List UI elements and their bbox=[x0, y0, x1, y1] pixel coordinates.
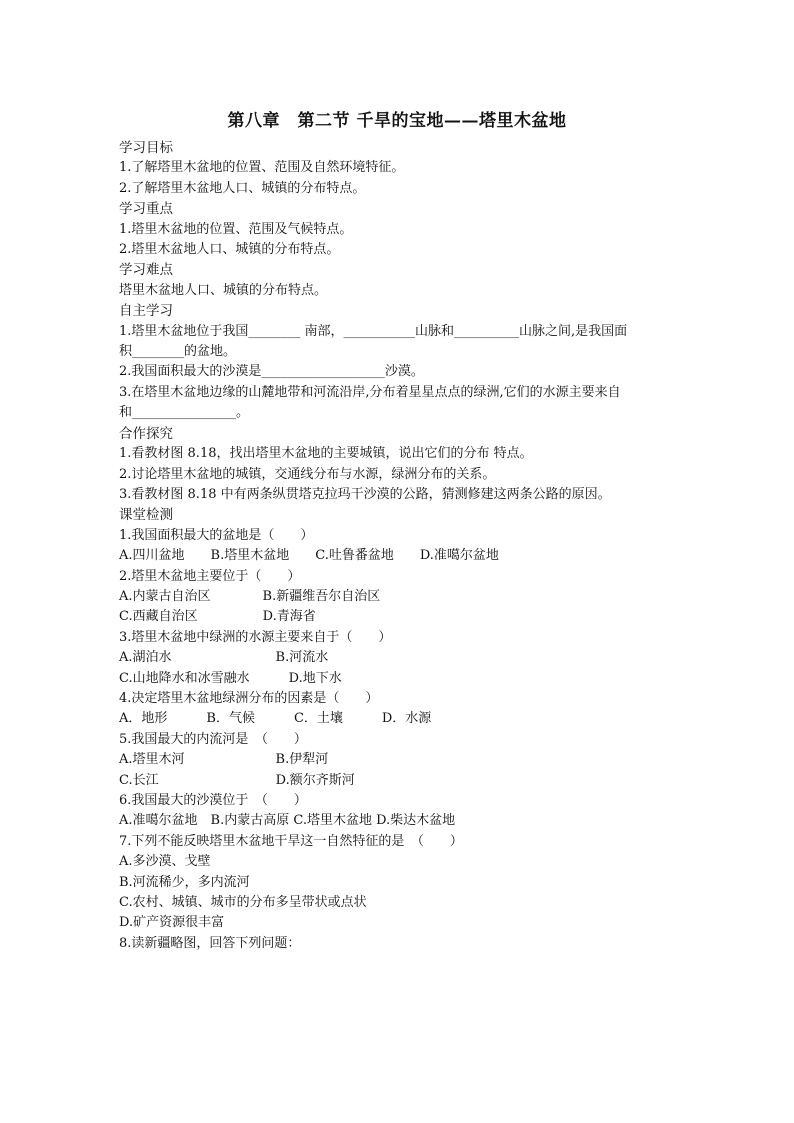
text-line: 塔里木盆地人口、城镇的分布特点。 bbox=[119, 282, 328, 298]
text-line: A.内蒙古自治区 B.新疆维吾尔自治区 bbox=[119, 588, 381, 604]
text-line: C.长江 D.额尔齐斯河 bbox=[119, 772, 355, 788]
text-line: 2.讨论塔里木盆地的城镇，交通线分布与水源，绿洲分布的关系。 bbox=[119, 466, 496, 482]
section-heading: 学习重点 bbox=[119, 201, 173, 218]
text-line: A.准噶尔盆地 B.内蒙古高原 C.塔里木盆地 D.柴达木盆地 bbox=[119, 813, 456, 829]
section-heading: 学习难点 bbox=[119, 262, 173, 279]
text-line: 2.我国面积最大的沙漠是___________________沙漠。 bbox=[119, 364, 424, 380]
text-line: D.矿产资源很丰富 bbox=[119, 915, 225, 931]
text-line: A.塔里木河 B.伊犁河 bbox=[119, 752, 329, 768]
text-line: 3.在塔里木盆地边缘的山麓地带和河流沿岸,分布着星星点点的绿洲,它们的水源主要来自 bbox=[119, 384, 621, 400]
text-line: 积________的盆地。 bbox=[119, 344, 237, 360]
text-line: 7.下列不能反映塔里木盆地干旱这一自然特征的是 （ ） bbox=[119, 833, 463, 849]
text-line: A.湖泊水 B.河流水 bbox=[119, 650, 329, 666]
text-line: 1.了解塔里木盆地的位置、范围及自然环境特征。 bbox=[119, 160, 405, 176]
text-line: 2.塔里木盆地主要位于（ ） bbox=[119, 568, 301, 584]
text-line: 1.我国面积最大的盆地是（ ） bbox=[119, 527, 314, 543]
text-line: 2.塔里木盆地人口、城镇的分布特点。 bbox=[119, 242, 340, 258]
text-line: A.多沙漠、戈壁 bbox=[119, 854, 211, 870]
text-line: B.河流稀少，多内流河 bbox=[119, 874, 250, 890]
section-heading: 自主学习 bbox=[119, 303, 173, 320]
section-heading: 课堂检测 bbox=[119, 507, 173, 524]
text-line: 5.我国最大的内流河是 （ ） bbox=[119, 731, 307, 747]
text-line: C.农村、城镇、城市的分布多呈带状或点状 bbox=[119, 895, 367, 911]
text-line: 6.我国最大的沙漠位于 （ ） bbox=[119, 793, 307, 808]
text-line: A.四川盆地 B.塔里木盆地 C.吐鲁番盆地 D.准噶尔盆地 bbox=[119, 548, 499, 564]
text-line: 1.塔里木盆地位于我国________ 南部，___________山脉和__________山脉之间,是我国面 bbox=[119, 323, 628, 339]
text-line: C.西藏自治区 D.青海省 bbox=[119, 609, 316, 625]
text-line: C.山地降水和冰雪融水 D.地下水 bbox=[119, 670, 342, 686]
text-line: 和________________。 bbox=[119, 405, 250, 421]
document-title: 第八章 第二节 千旱的宝地——塔里木盆地 bbox=[227, 111, 567, 131]
text-line: 2.了解塔里木盆地人口、城镇的分布特点。 bbox=[119, 180, 366, 196]
document-body bbox=[119, 138, 699, 954]
text-line: 1.看教材图 8.18，找出塔里木盆地的主要城镇，说出它们的分布 特点。 bbox=[119, 446, 533, 462]
text-line: A．地形 B．气候 C．土壤 D．水源 bbox=[119, 711, 432, 727]
text-line: 3.看教材图 8.18 中有两条纵贯塔克拉玛干沙漠的公路，猜测修建这两条公路的原因。 bbox=[119, 486, 611, 502]
text-line: 4.决定塔里木盆地绿洲分布的因素是（ ） bbox=[119, 690, 379, 706]
text-line: 8.读新疆略图，回答下列问题： bbox=[119, 935, 301, 951]
section-heading: 合作探究 bbox=[119, 425, 173, 442]
text-line: 1.塔里木盆地的位置、范围及气候特点。 bbox=[119, 221, 353, 237]
text-line: 3.塔里木盆地中绿洲的水源主要来自于（ ） bbox=[119, 629, 392, 645]
section-heading: 学习目标 bbox=[119, 140, 173, 156]
